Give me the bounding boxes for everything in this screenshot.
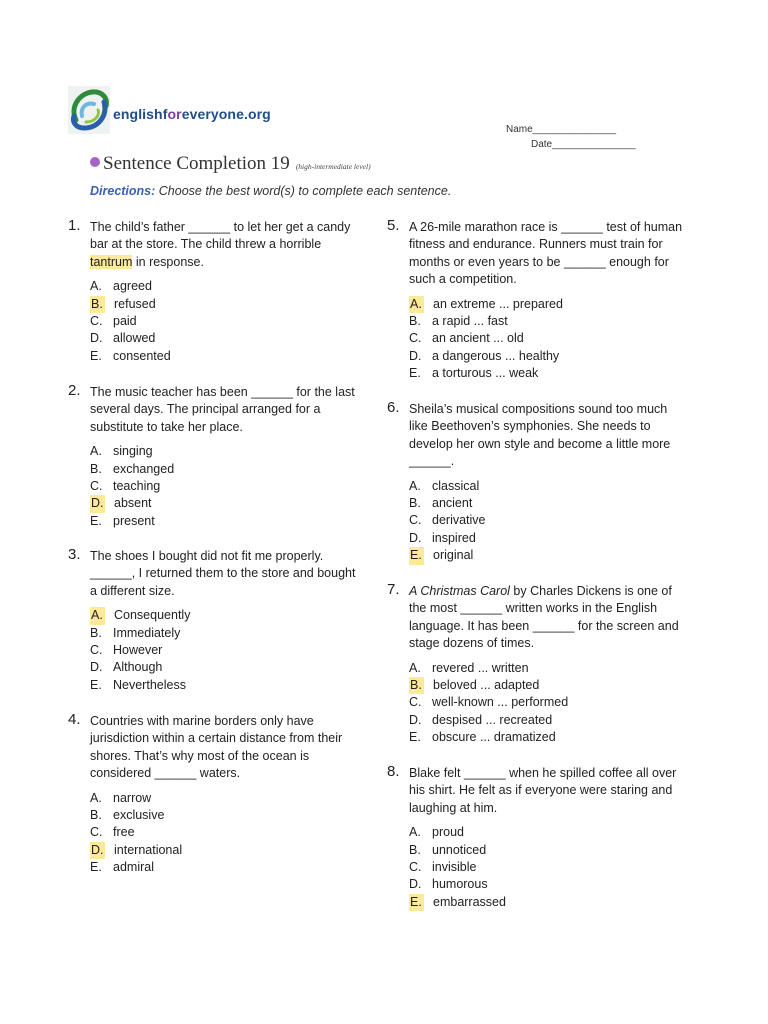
answer-option[interactable] <box>409 876 694 893</box>
option-letter: E. <box>90 348 102 363</box>
answer-option[interactable] <box>409 677 691 694</box>
answer-option[interactable] <box>90 348 352 365</box>
option-text: an ancient ... old <box>432 331 524 346</box>
answer-option[interactable] <box>409 842 694 859</box>
name-field: Name_______________ <box>506 124 617 135</box>
question-number: 1. <box>68 217 81 234</box>
question-2 <box>68 382 375 530</box>
answer-option[interactable] <box>90 495 375 512</box>
answer-option[interactable] <box>409 348 691 365</box>
question-8 <box>387 763 694 911</box>
option-text: international <box>114 842 183 857</box>
question-text: A 26-mile marathon race is ______ test of human fitness and endurance. Runners must train for months or even years to be ______ enough for such a competition. <box>409 220 683 287</box>
option-letter: E. <box>90 513 102 528</box>
question-text-part: by Charles Dickens is one of the most ______ written works in the English language. It has been ______ for the screen and stage dozens of times. <box>409 584 679 651</box>
directions-text: Choose the best word(s) to complete each sentence. <box>155 184 452 198</box>
brand-part-2: or <box>167 106 182 122</box>
option-text: derivative <box>432 513 486 528</box>
answer-option[interactable] <box>90 807 372 824</box>
answer-options <box>90 607 365 694</box>
option-letter: D. <box>409 530 422 545</box>
question-text: The shoes I bought did not fit me properly. ______, I returned them to the store and bought a different size. <box>90 549 356 598</box>
question-1 <box>68 217 352 365</box>
option-letter: A. <box>90 279 102 294</box>
answer-option[interactable] <box>90 677 365 694</box>
option-letter: C. <box>90 643 103 658</box>
option-letter: B. <box>90 461 102 476</box>
answer-options <box>90 278 352 365</box>
option-text: absent <box>114 496 152 511</box>
option-text: an extreme ... prepared <box>433 296 563 311</box>
option-text: a dangerous ... healthy <box>432 348 560 363</box>
answer-option[interactable] <box>90 278 352 295</box>
answer-option[interactable] <box>90 824 372 841</box>
answer-option[interactable] <box>409 729 691 746</box>
option-letter: B. <box>90 296 105 313</box>
option-letter: A. <box>90 790 102 805</box>
answer-option[interactable] <box>409 365 691 382</box>
answer-option[interactable] <box>90 330 352 347</box>
question-number: 8. <box>387 763 400 780</box>
answer-option[interactable] <box>90 461 375 478</box>
question-text: Blake felt ______ when he spilled coffee all over his shirt. He felt as if everyone were staring and laughing at him. <box>409 766 677 815</box>
option-text: a torturous ... weak <box>432 366 539 381</box>
site-brand <box>113 106 271 122</box>
option-letter: E. <box>409 547 424 564</box>
answer-option[interactable] <box>90 478 375 495</box>
option-text: exclusive <box>113 808 165 823</box>
option-letter: D. <box>90 842 105 859</box>
option-text: invisible <box>432 860 477 875</box>
option-letter: A. <box>409 478 421 493</box>
option-letter: D. <box>90 331 103 346</box>
answer-option[interactable] <box>409 694 691 711</box>
page-title: Sentence Completion 19 <box>103 153 290 174</box>
option-text: narrow <box>113 790 152 805</box>
option-letter: A. <box>409 660 421 675</box>
option-text: humorous <box>432 877 488 892</box>
option-letter: D. <box>409 712 422 727</box>
question-number: 7. <box>387 581 400 598</box>
answer-option[interactable] <box>90 313 352 330</box>
option-text: despised ... recreated <box>432 712 553 727</box>
answer-option[interactable] <box>409 478 689 495</box>
option-text: Nevertheless <box>113 677 186 692</box>
option-letter: C. <box>409 513 422 528</box>
question-number: 6. <box>387 399 400 416</box>
book-title: A Christmas Carol <box>409 584 510 598</box>
option-letter: D. <box>409 348 422 363</box>
option-letter: D. <box>90 495 105 512</box>
option-text: embarrassed <box>433 894 506 909</box>
option-text: exchanged <box>113 461 175 476</box>
option-text: revered ... written <box>432 660 529 675</box>
option-text: a rapid ... fast <box>432 314 508 329</box>
option-text: However <box>113 643 163 658</box>
answer-options <box>90 443 375 530</box>
question-number: 4. <box>68 711 81 728</box>
question-number: 5. <box>387 217 400 234</box>
option-letter: D. <box>409 877 422 892</box>
option-text: teaching <box>113 479 161 494</box>
option-letter: C. <box>90 479 103 494</box>
answer-option[interactable] <box>90 513 375 530</box>
answer-option[interactable] <box>90 859 372 876</box>
question-text <box>90 219 352 271</box>
answer-options <box>409 824 694 911</box>
option-letter: A. <box>409 296 424 313</box>
answer-option[interactable] <box>90 659 365 676</box>
option-letter: E. <box>409 894 424 911</box>
answer-options <box>409 296 691 383</box>
question-text-part: The child’s father ______ to let her get a candy bar at the store. The child threw a horrible <box>90 220 351 252</box>
answer-option[interactable] <box>90 443 375 460</box>
question-text <box>409 583 691 653</box>
option-letter: B. <box>409 496 421 511</box>
option-letter: E. <box>90 677 102 692</box>
highlighted-word: tantrum <box>90 254 133 269</box>
option-text: Immediately <box>113 625 181 640</box>
answer-option[interactable] <box>409 824 694 841</box>
option-letter: C. <box>409 331 422 346</box>
answer-options <box>409 660 691 747</box>
question-text: The music teacher has been ______ for the last several days. The principal arranged for a substitute to take her place. <box>90 385 355 434</box>
answer-option[interactable] <box>409 547 689 564</box>
question-4 <box>68 711 372 877</box>
answer-option[interactable] <box>90 625 365 642</box>
option-letter: B. <box>409 314 421 329</box>
option-text: allowed <box>113 331 156 346</box>
option-letter: E. <box>90 860 102 875</box>
option-letter: B. <box>409 677 424 694</box>
option-letter: C. <box>90 825 103 840</box>
option-letter: B. <box>90 808 102 823</box>
answer-options <box>409 478 689 565</box>
option-letter: C. <box>409 695 422 710</box>
option-letter: E. <box>409 366 421 381</box>
option-text: unnoticed <box>432 842 487 857</box>
option-text: consented <box>113 348 171 363</box>
answer-option[interactable] <box>409 313 691 330</box>
answer-options <box>90 790 372 877</box>
answer-option[interactable] <box>409 894 694 911</box>
answer-option[interactable] <box>409 712 691 729</box>
option-letter: B. <box>90 625 102 640</box>
question-text-part: in response. <box>132 254 204 269</box>
answer-option[interactable] <box>409 330 691 347</box>
question-3 <box>68 546 365 694</box>
option-text: classical <box>432 478 480 493</box>
option-text: inspired <box>432 530 476 545</box>
brand-part-3: everyone.org <box>181 106 271 122</box>
option-text: proud <box>432 825 464 840</box>
option-text: Although <box>113 660 163 675</box>
directions <box>90 184 451 198</box>
option-text: Consequently <box>114 608 191 623</box>
worksheet-title <box>90 153 371 175</box>
option-text: refused <box>114 296 156 311</box>
option-text: paid <box>113 314 137 329</box>
option-text: ancient <box>432 496 473 511</box>
option-letter: A. <box>90 444 102 459</box>
option-letter: E. <box>409 730 421 745</box>
answer-option[interactable] <box>409 660 691 677</box>
question-number: 2. <box>68 382 81 399</box>
answer-option[interactable] <box>409 859 694 876</box>
option-text: agreed <box>113 279 152 294</box>
bullet-dot-icon <box>90 157 100 167</box>
option-text: well-known ... performed <box>432 695 569 710</box>
answer-option[interactable] <box>90 842 372 859</box>
option-text: free <box>113 825 135 840</box>
option-text: beloved ... adapted <box>433 678 540 693</box>
question-number: 3. <box>68 546 81 563</box>
option-text: original <box>433 548 474 563</box>
question-6 <box>387 399 689 565</box>
level-label: (high-intermediate level) <box>295 162 371 171</box>
date-field: Date_______________ <box>531 139 636 150</box>
option-letter: C. <box>90 314 103 329</box>
globe-swirl-logo-icon <box>68 86 110 134</box>
answer-option[interactable] <box>409 530 689 547</box>
answer-option[interactable] <box>90 607 365 624</box>
option-text: singing <box>113 444 153 459</box>
option-text: present <box>113 513 155 528</box>
option-letter: A. <box>409 825 421 840</box>
answer-option[interactable] <box>90 642 365 659</box>
answer-option[interactable] <box>90 790 372 807</box>
brand-part-1: englishf <box>113 106 168 122</box>
answer-option[interactable] <box>409 512 689 529</box>
answer-option[interactable] <box>90 296 352 313</box>
answer-option[interactable] <box>409 296 691 313</box>
question-5 <box>387 217 691 383</box>
directions-label: Directions: <box>90 184 156 198</box>
question-text: Countries with marine borders only have jurisdiction within a certain distance from their shores. That’s why most of the ocean is considered ______ waters. <box>90 714 343 781</box>
option-letter: D. <box>90 660 103 675</box>
option-letter: B. <box>409 842 421 857</box>
option-letter: A. <box>90 607 105 624</box>
answer-option[interactable] <box>409 495 689 512</box>
option-text: admiral <box>113 860 154 875</box>
question-text: Sheila’s musical compositions sound too much like Beethoven’s symphonies. She needs to develop her own style and become a little more ______. <box>409 402 671 469</box>
option-letter: C. <box>409 860 422 875</box>
question-7 <box>387 581 691 747</box>
option-text: obscure ... dramatized <box>432 730 556 745</box>
